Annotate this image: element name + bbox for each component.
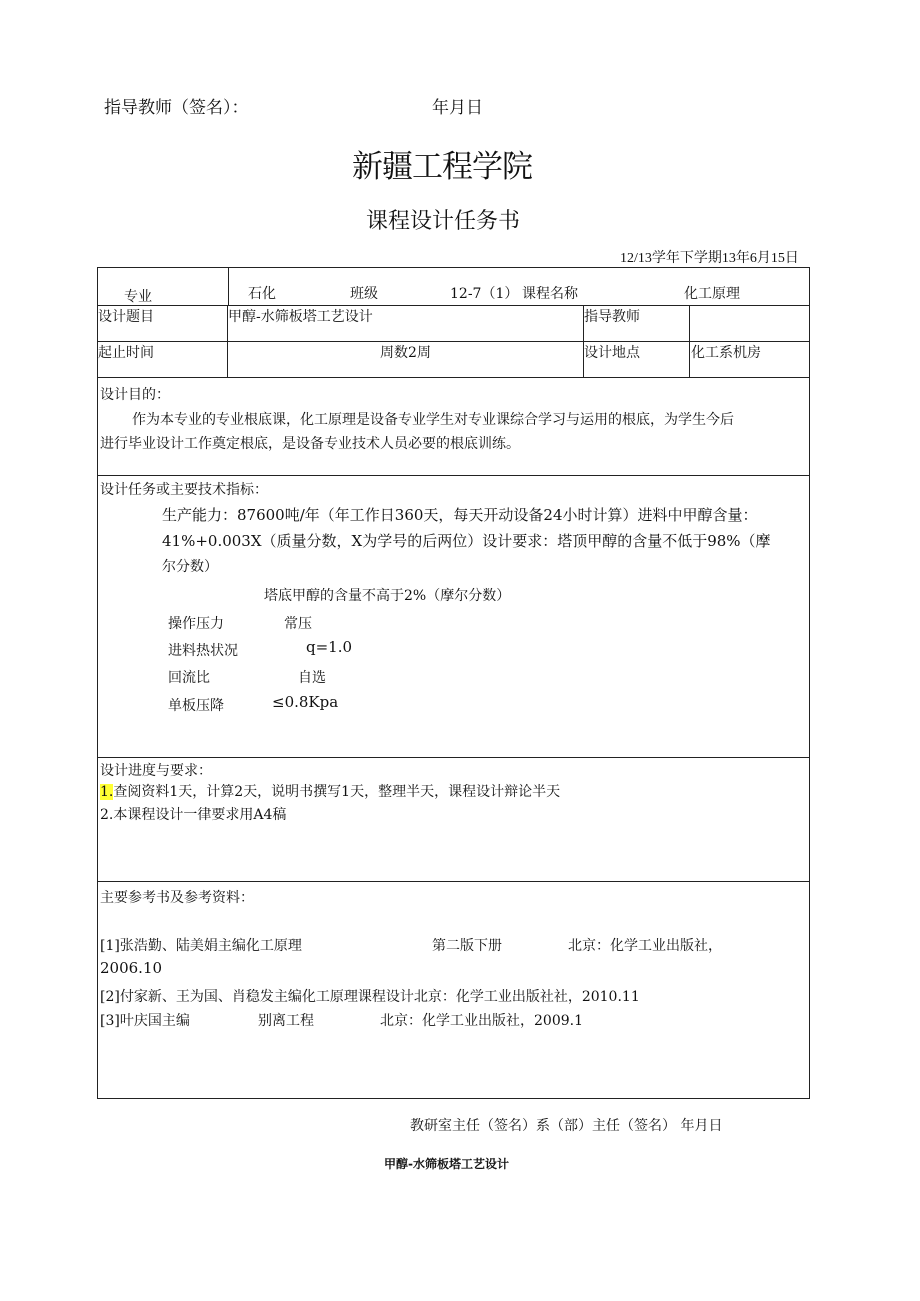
period-label: 起止时间 xyxy=(98,342,228,378)
task-form-table xyxy=(97,267,810,1099)
param-label-reflux: 回流比 xyxy=(168,670,210,686)
reference-3-title: 别离工程 xyxy=(258,1013,314,1029)
director-signature-line: 教研室主任（签名）系（部）主任（签名） 年月日 xyxy=(410,1118,723,1134)
period-value: 周数2周 xyxy=(228,342,584,378)
task-line2: 41%+0.003X（质量分数，X为学号的后两位）设计要求：塔顶甲醇的含量不低于98%（摩 xyxy=(162,532,771,550)
progress-item1 xyxy=(100,781,560,801)
class-value: 12-7（1） xyxy=(450,286,519,302)
task-section xyxy=(98,476,810,758)
school-name: 新疆工程学院 xyxy=(352,149,532,185)
param-value-pressure-drop: ≤0.8Kpa xyxy=(272,693,339,711)
major-class-course-cell xyxy=(98,268,810,306)
references-cell xyxy=(98,882,810,1099)
major-value: 石化 xyxy=(248,286,276,302)
topic-value: 甲醇-水筛板塔工艺设计 xyxy=(228,306,584,342)
task-line4: 塔底甲醇的含量不高于2%（摩尔分数） xyxy=(264,588,511,604)
major-label: 专业 xyxy=(124,289,152,305)
purpose-heading: 设计目的： xyxy=(100,387,170,403)
teacher-value[interactable] xyxy=(690,306,810,342)
course-value: 化工原理 xyxy=(684,286,740,302)
reference-3-publisher: 北京：化学工业出版社，2009.1 xyxy=(380,1013,583,1029)
term-date-line: 12/13学年下学期13年6月15日 xyxy=(620,251,799,266)
purpose-cell xyxy=(98,378,810,476)
references-section xyxy=(98,882,810,1099)
task-cell xyxy=(98,476,810,758)
purpose-text-line2: 进行毕业设计工作奠定根底，是设备专业技术人员必要的根底训练。 xyxy=(100,436,520,452)
page-footer: 甲醇-水筛板塔工艺设计 xyxy=(384,1157,509,1171)
progress-heading: 设计进度与要求： xyxy=(100,763,212,779)
progress-section xyxy=(98,758,810,882)
teacher-label: 指导教师 xyxy=(584,306,690,342)
progress-item1-number: 1. xyxy=(100,784,114,800)
task-line1: 生产能力：87600吨/年（年工作日360天，每天开动设备24小时计算）进料中甲醇含量： xyxy=(162,506,758,524)
course-label: 课程名称 xyxy=(522,286,578,302)
param-value-reflux: 自选 xyxy=(298,670,326,686)
param-value-pressure: 常压 xyxy=(284,616,312,632)
param-label-pressure-drop: 单板压降 xyxy=(168,698,224,714)
purpose-section xyxy=(98,378,810,476)
place-label: 设计地点 xyxy=(584,342,690,378)
info-row-period xyxy=(98,342,810,378)
progress-item1-text: 查阅资料1天，计算2天，说明书撰写1天，整理半天，课程设计辩论半天 xyxy=(113,784,561,800)
progress-item2: 2.本课程设计一律要求用A4稿 xyxy=(100,807,287,823)
references-heading: 主要参考书及参考资料： xyxy=(100,890,254,906)
signature-date: 年月日 xyxy=(432,98,483,118)
reference-1-publisher: 北京：化学工业出版社， xyxy=(568,938,722,954)
place-value: 化工系机房 xyxy=(690,342,810,378)
purpose-text-line1: 作为本专业的专业根底课，化工原理是设备专业学生对专业课综合学习与运用的根底，为学生今后 xyxy=(132,412,734,428)
topic-label: 设计题目 xyxy=(98,306,228,342)
reference-1-authors: [1]张浩勤、陆美娟主编化工原理 xyxy=(100,938,302,954)
reference-2: [2]付家新、王为国、肖稳发主编化工原理课程设计北京：化学工业出版社社，2010.11 xyxy=(100,989,640,1005)
reference-3-author: [3]叶庆国主编 xyxy=(100,1013,190,1029)
instructor-signature-label: 指导教师（签名）： xyxy=(104,98,249,118)
info-row-major xyxy=(98,268,810,306)
task-line3: 尔分数） xyxy=(162,559,218,575)
progress-cell xyxy=(98,758,810,882)
param-label-pressure: 操作压力 xyxy=(168,616,224,632)
reference-1-edition: 第二版下册 xyxy=(432,938,502,954)
param-label-feed: 进料热状况 xyxy=(168,643,238,659)
reference-1-year: 2006.10 xyxy=(100,959,163,977)
info-row-topic xyxy=(98,306,810,342)
document-title: 课程设计任务书 xyxy=(366,209,521,234)
task-heading: 设计任务或主要技术指标： xyxy=(100,482,268,498)
class-label: 班级 xyxy=(350,286,378,302)
param-value-feed: q=1.0 xyxy=(306,638,353,656)
